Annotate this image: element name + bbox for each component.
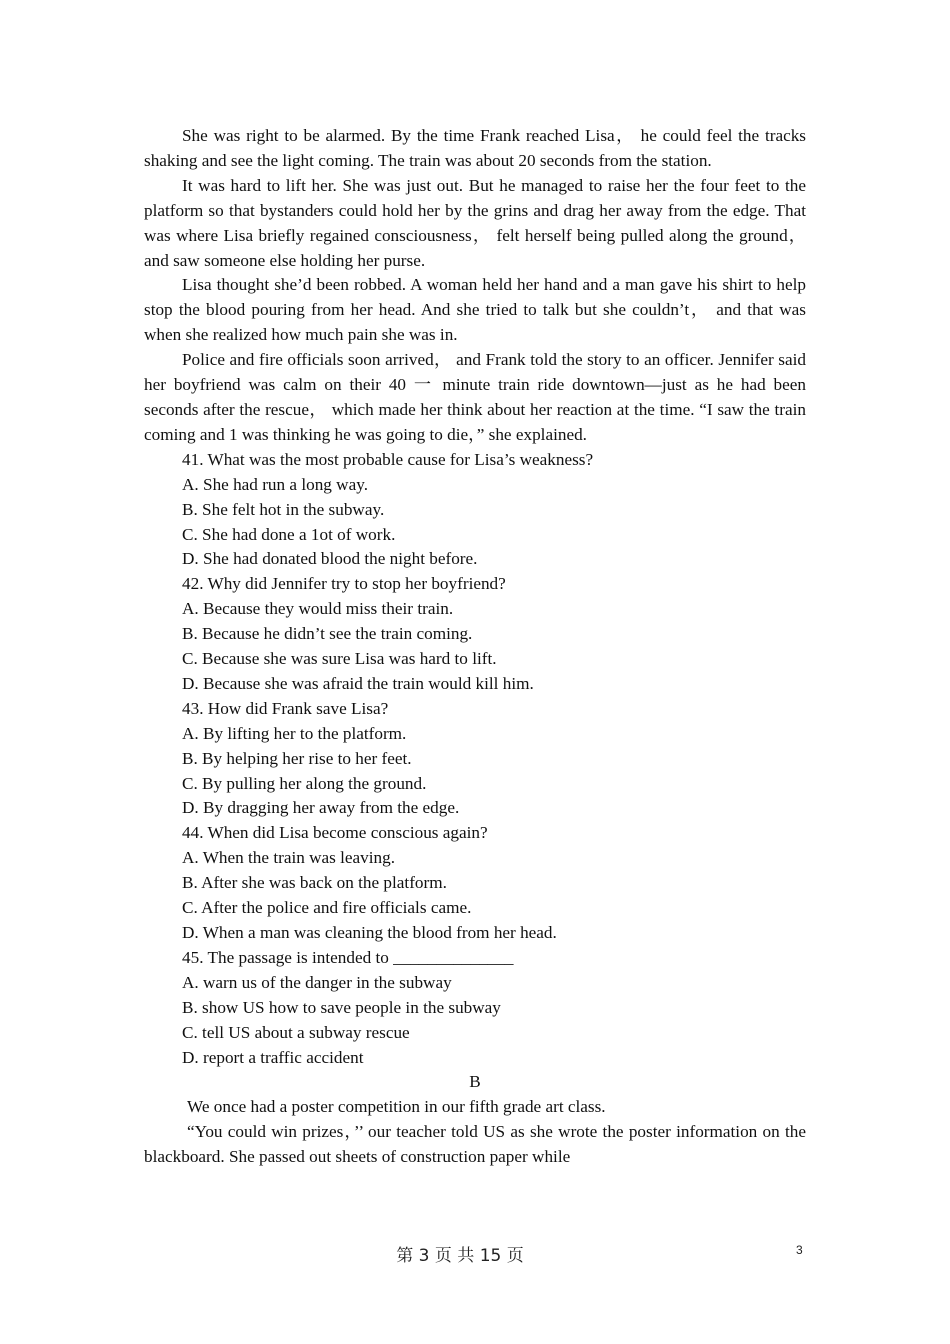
answer-option: B. She felt hot in the subway. [182,499,385,519]
page-count-label: 第 3 页 共 15 页 [396,1246,524,1266]
answer-option: A. When the train was leaving. [182,848,396,868]
answer-option: B. By helping her rise to her feet. [182,748,412,768]
passage-paragraph: Police and fire officials soon arrived， and Frank told the story to an officer. Jennifer said her boyfriend was calm on their 40 一 minute train ride downtown—just as he had been seconds after the rescue， which made her think about her reaction at the time. “I saw the train coming and 1 was thinking he was going to die，” she explained. [144,350,806,444]
answer-option: A. warn us of the danger in the subway [182,972,452,992]
section-b [144,1070,806,1170]
passage-paragraph: We once had a poster competition in our fifth grade art class. [187,1097,606,1117]
passage-paragraph: “You could win prizes，’’ our teacher told US as she wrote the poster information on the blackboard. She passed out sheets of construction paper while [144,1122,806,1167]
answer-option: D. By dragging her away from the edge. [182,798,460,818]
answer-option: A. Because they would miss their train. [182,599,454,619]
answer-option: C. By pulling her along the ground. [182,773,427,793]
answer-option: C. tell US about a subway rescue [182,1022,410,1042]
answer-option: B. show US how to save people in the subway [182,997,501,1017]
passage-paragraph: Lisa thought she’d been robbed. A woman held her hand and a man gave his shirt to help stop the blood pouring from her head. And she tried to talk but she couldn’t， and that was when she realized how much pain she was in. [144,275,806,345]
answer-option: D. When a man was cleaning the blood from her head. [182,923,557,942]
page-footer [0,1241,950,1265]
question-42 [144,572,806,697]
passage-paragraph: She was right to be alarmed. By the time Frank reached Lisa， he could feel the tracks shaking and see the light coming. The train was about 20 seconds from the station. [144,126,806,170]
answer-option: B. After she was back on the platform. [182,873,447,893]
passage-paragraph: It was hard to lift her. She was just out. But he managed to raise her the four feet to the platform so that bystanders could hold her by the grins and drag her away from the edge. That was where Lisa briefly regained consciousness， felt herself being pulled along the ground， and saw someone else holding her purse. [144,175,806,270]
question-stem: 44. When did Lisa become conscious again? [182,823,488,843]
page-number: 3 [796,1243,803,1257]
question-stem: 43. How did Frank save Lisa? [182,698,389,718]
answer-option: C. After the police and fire officials came. [182,898,472,918]
section-heading: B [469,1072,481,1092]
question-stem: 45. The passage is intended to ______________ [182,947,514,967]
answer-option: D. Because she was afraid the train would kill him. [182,673,534,693]
question-43 [144,697,806,822]
question-41 [144,448,806,573]
answer-option: A. She had run a long way. [182,474,368,494]
question-45 [144,946,806,1071]
question-stem: 42. Why did Jennifer try to stop her boyfriend? [182,574,506,594]
page-content [144,124,806,1170]
question-stem: 41. What was the most probable cause for Lisa’s weakness? [182,449,594,469]
answer-option: D. She had donated blood the night before. [182,549,478,569]
answer-option: C. Because she was sure Lisa was hard to lift. [182,649,497,669]
answer-option: A. By lifting her to the platform. [182,723,407,743]
answer-option: D. report a traffic accident [182,1047,364,1067]
answer-option: B. Because he didn’t see the train coming. [182,624,473,644]
question-44 [144,821,806,946]
answer-option: C. She had done a 1ot of work. [182,524,396,544]
passage-a [144,124,806,448]
